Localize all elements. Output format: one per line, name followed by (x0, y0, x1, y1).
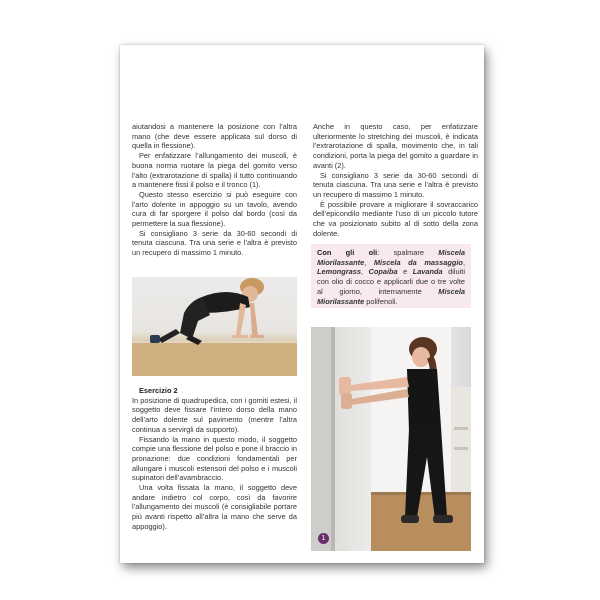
tip-lead: Con gli oli (317, 248, 378, 257)
tip-separator: , (364, 257, 374, 267)
paragraph: Per enfatizzare l’allungamento dei muscoli, è buona norma ruotare la piega del gomito verso l’alto (extrarotazione di spalla) il tutto continuando a mantenere fissi il polso e il tronco (1). (132, 151, 297, 190)
paragraph: Una volta fissata la mano, il soggetto deve andare indietro col corpo, così da favorire l’allungamento dei muscoli (è consigliabile portare più avanti rispetto all’altra la mano che serve da appoggio). (132, 483, 297, 531)
figure-number-badge: 1 (318, 533, 329, 544)
book-page (120, 45, 484, 563)
oil-name: Miscela Miorilassante (317, 248, 465, 267)
tip-separator: , (462, 257, 466, 267)
oil-name: Copaiba (368, 267, 398, 277)
paragraph: Fissando la mano in questo modo, il soggetto compie una flessione del polso e pone il braccio in pronazione: due condizioni fondamentali per allungare i muscoli estensori del polso e i muscoli supinatori dell’avambraccio. (132, 434, 297, 483)
paragraph: aiutandosi a mantenere la posizione con l’altra mano (che deve essere applicata sul dorso di quella in flessione). (132, 122, 297, 151)
paragraph: È possibile provare a migliorare il sovraccarico dell’epicondilo mediante l’uso di un piccolo tutore che va posizionato subito al di sotto della zona dolente. (313, 199, 478, 238)
paragraph: Questo stesso esercizio si può eseguire con l’arto dolente in appoggio su un tavolo, avendo cura di far sporgere il polso dal bordo (così da permettere la sua flessione). (132, 189, 297, 229)
paragraph: Si consigliano 3 serie da 30-60 secondi di tenuta ciascuna. Tra una serie e l’altra è previsto un recupero di massimo 1 minuto. (313, 170, 478, 199)
oil-name: Lavanda (412, 267, 443, 277)
tip-separator: , (360, 267, 369, 277)
oil-name: Miscela Miorilassante (317, 286, 465, 306)
oil-name: Lemongrass (317, 267, 361, 277)
woman-quadruped-illustration (132, 277, 297, 376)
oil-name: Miscela da massaggio (373, 257, 463, 267)
oils-tip-box (311, 244, 471, 308)
woman-wall-stretch-illustration (311, 327, 471, 551)
paragraph: In posizione di quadrupedica, con i gomiti estesi, il soggetto deve fissare l’intero dorso della mano dell’arto dolente sul pavimento (mentre l’altra continua a servirgli da supporto). (132, 395, 297, 434)
exercise-photo-wall-stretch (311, 327, 471, 551)
right-column (313, 122, 478, 238)
paragraph: Anche in questo caso, per enfatizzare ulteriormente lo stretching dei muscoli, è indicata l’extrarotazione di spalla, movimento che, in tali condizioni, porta la piega del gomito a guardare in avanti (2). (313, 122, 478, 170)
paragraph: Si consigliano 3 serie da 30-60 secondi di tenuta ciascuna. Tra una serie e l’altra è previsto un recupero di massimo 1 minuto. (132, 228, 297, 258)
tip-text: : spalmare (377, 248, 439, 257)
exercise-heading: Esercizio 2 (139, 386, 178, 395)
exercise-photo-quadruped (132, 277, 297, 376)
tip-text: diluiti con olio di cocco e applicarli due o tre volte al giorno, internamente (317, 267, 465, 296)
tip-separator: e (397, 267, 413, 277)
left-column-lower (132, 386, 297, 532)
left-column (132, 122, 297, 258)
tip-text: polifenoli. (364, 296, 398, 306)
